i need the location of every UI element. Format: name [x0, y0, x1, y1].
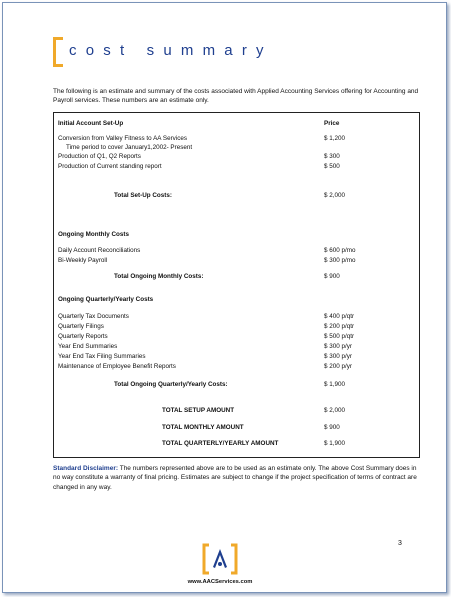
- cost-summary-table: [53, 112, 420, 458]
- setup-total-row: [54, 191, 419, 200]
- disclaimer-text: The numbers represented above are to be used as an estimate only. The above Cost Summary does in no way constitute a warranty of final pricing. Estimates are subject to change if the project specification of terms of contract are changed in any way.: [53, 465, 417, 491]
- table-row: [54, 256, 419, 265]
- item-label: Year End Tax Filing Summaries: [58, 353, 146, 360]
- aac-bracket-logo-icon: [202, 543, 238, 575]
- item-price: $ 500 p/qtr: [324, 333, 355, 340]
- quarterly-heading: Ongoing Quarterly/Yearly Costs: [58, 296, 154, 303]
- item-label: Quarterly Reports: [58, 333, 108, 340]
- monthly-total-label: Total Ongoing Monthly Costs:: [114, 273, 204, 280]
- title-bracket-icon: [53, 37, 63, 67]
- table-row: [54, 322, 419, 331]
- table-row: [54, 162, 419, 171]
- intro-paragraph: The following is an estimate and summary of the costs associated with Applied Accounting Services offering for Accounting and Payroll services. These numbers are an estimate only.: [53, 88, 419, 104]
- quarterly-heading-row: [54, 295, 419, 304]
- item-label: Daily Account Reconciliations: [58, 247, 141, 254]
- item-label: Maintenance of Employee Benefit Reports: [58, 363, 176, 370]
- monthly-heading-row: [54, 230, 419, 239]
- grand-total-label: TOTAL MONTHLY AMOUNT: [162, 424, 244, 431]
- item-price: $ 300 p/mo: [324, 257, 356, 264]
- disclaimer-paragraph: [53, 464, 425, 492]
- grand-total-value: $ 1,900: [324, 440, 346, 447]
- quarterly-total-row: [54, 380, 419, 389]
- page-number: 3: [398, 540, 402, 547]
- table-row: [54, 152, 419, 161]
- item-price: $ 300 p/yr: [324, 343, 353, 350]
- item-price: $ 500: [324, 163, 340, 170]
- price-heading: Price: [324, 120, 340, 127]
- item-label: Production of Current standing report: [58, 163, 162, 170]
- item-price: $ 200 p/qtr: [324, 323, 355, 330]
- grand-total-value: $ 900: [324, 424, 340, 431]
- item-label: Quarterly Filings: [58, 323, 104, 330]
- monthly-heading: Ongoing Monthly Costs: [58, 231, 130, 238]
- document-page: [2, 2, 447, 593]
- quarterly-total-value: $ 1,900: [324, 381, 346, 388]
- monthly-total-value: $ 900: [324, 273, 340, 280]
- item-label: Conversion from Valley Fitness to AA Services: [58, 135, 188, 142]
- table-row: [54, 143, 419, 152]
- grand-total-row: [54, 406, 419, 415]
- item-price: $ 600 p/mo: [324, 247, 356, 254]
- item-price: $ 1,200: [324, 135, 346, 142]
- page-title: cost summary: [69, 42, 273, 59]
- quarterly-total-label: Total Ongoing Quarterly/Yearly Costs:: [114, 381, 228, 388]
- table-row: [54, 362, 419, 371]
- grand-total-value: $ 2,000: [324, 407, 346, 414]
- initial-setup-heading: Initial Account Set-Up: [58, 120, 124, 127]
- footer-url[interactable]: www.AACServices.com: [187, 579, 253, 585]
- item-price: $ 300 p/yr: [324, 353, 353, 360]
- setup-total-value: $ 2,000: [324, 192, 346, 199]
- grand-total-row: [54, 423, 419, 432]
- table-header-row: [54, 119, 419, 128]
- grand-total-label: TOTAL SETUP AMOUNT: [162, 407, 235, 414]
- disclaimer-label: Standard Disclaimer:: [53, 465, 119, 472]
- grand-total-row: [54, 439, 419, 448]
- table-row: [54, 312, 419, 321]
- table-row: [54, 352, 419, 361]
- table-row: [54, 342, 419, 351]
- item-price: $ 200 p/yr: [324, 363, 353, 370]
- item-label: Time period to cover January1,2002- Present: [66, 144, 193, 151]
- grand-total-label: TOTAL QUARTERLY/YEARLY AMOUNT: [162, 440, 279, 447]
- item-label: Quarterly Tax Documents: [58, 313, 129, 320]
- table-row: [54, 332, 419, 341]
- monthly-total-row: [54, 272, 419, 281]
- item-label: Bi-Weekly Payroll: [58, 257, 108, 264]
- item-price: $ 400 p/qtr: [324, 313, 355, 320]
- item-label: Year End Summaries: [58, 343, 118, 350]
- table-row: [54, 134, 419, 143]
- item-price: $ 300: [324, 153, 340, 160]
- setup-total-label: Total Set-Up Costs:: [114, 192, 172, 199]
- item-label: Production of Q1, Q2 Reports: [58, 153, 141, 160]
- table-row: [54, 246, 419, 255]
